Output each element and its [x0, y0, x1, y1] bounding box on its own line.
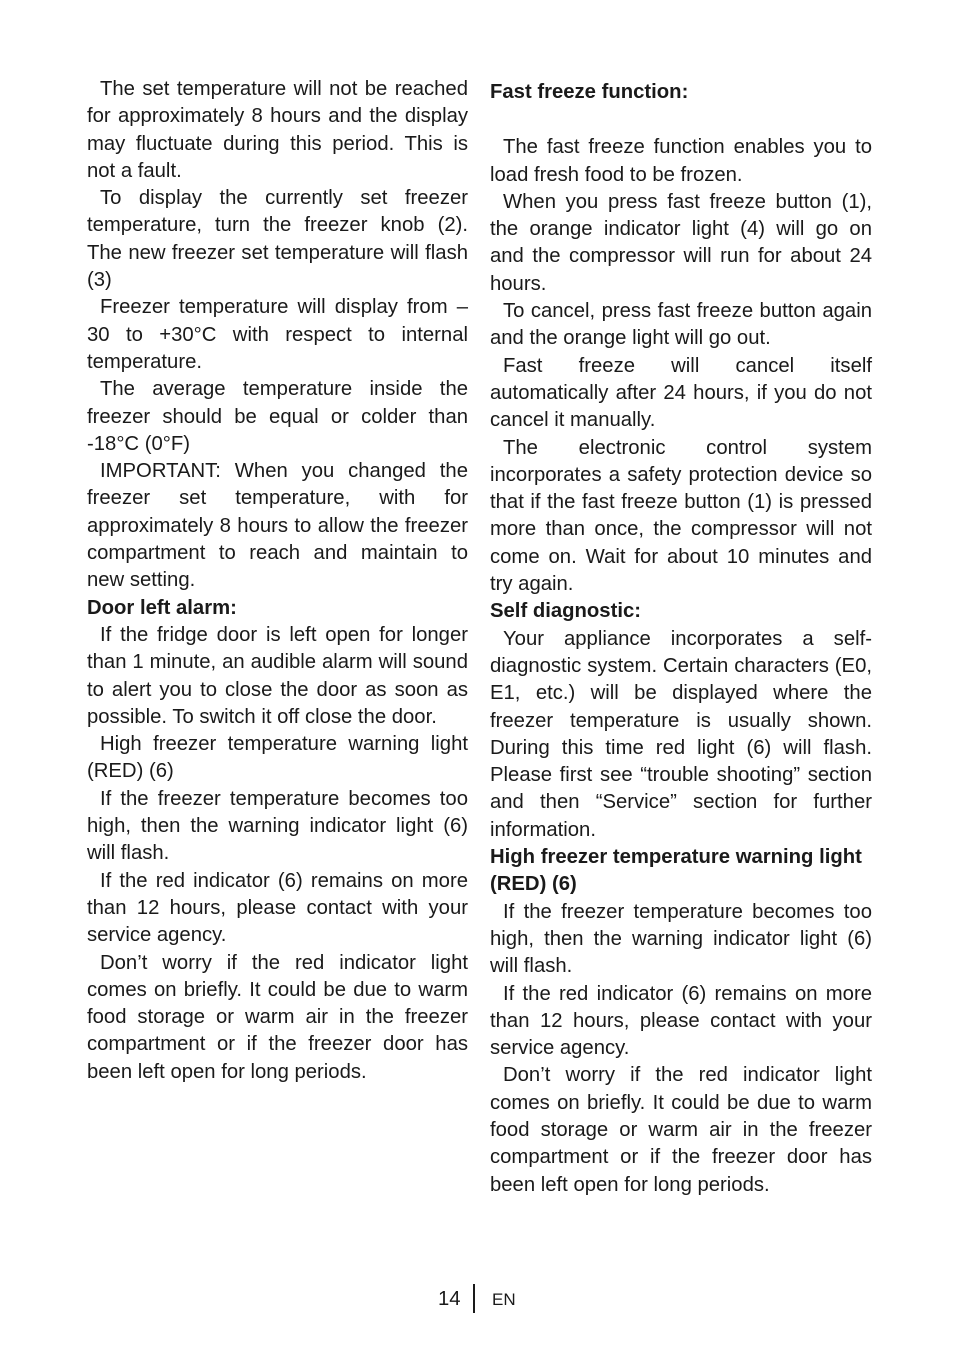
- paragraph-set-temperature-note: The set temperature will not be reached for approximately 8 hours and the display may fluctuate during this period. This is not a fault.: [87, 78, 468, 182]
- heading-self-diagnostic: Self diagnostic:: [490, 600, 642, 623]
- paragraph-dont-worry: Don’t worry if the red indicator light comes on briefly. It could be due to warm food storage or warm air in the freezer compartment or if the freezer door has been left open for long periods.: [87, 951, 468, 1083]
- heading-fast-freeze: Fast freeze function:: [490, 81, 689, 103]
- footer-divider: [473, 1284, 475, 1313]
- paragraph-warning-flash: If the freezer temperature becomes too high, then the warning indicator light (6) will flash.: [87, 787, 468, 865]
- paragraph-safety-protection: The electronic control system incorporates a safety protection device so that if the fast freeze button (1) is pressed more than once, the compressor will not come on. Wait for about 10 minutes and try again.: [490, 436, 872, 596]
- paragraph-fast-freeze-auto-cancel: Fast freeze will cancel itself automatically after 24 hours, if you do not cancel it manually.: [490, 354, 872, 432]
- paragraph-self-diagnostic: Your appliance incorporates a self-diagnostic system. Certain characters (E0, E1, etc.) will be displayed where the freezer temperature is usually shown. During this time red light (6) will flash. Please first see “trouble shooting” section and then “Service” section for further information.: [490, 627, 872, 841]
- paragraph-display-set-temperature: To display the currently set freezer temperature, turn the freezer knob (2). The new freezer set temperature will flash (3): [87, 187, 468, 292]
- left-column: [87, 76, 468, 1086]
- paragraph-temperature-range: Freezer temperature will display from –30 to +30°C with respect to internal temperature.: [87, 296, 468, 373]
- paragraph-fast-freeze-intro: The fast freeze function enables you to load fresh food to be frozen.: [490, 136, 872, 186]
- paragraph-fast-freeze-press: When you press fast freeze button (1), the orange indicator light (4) will go on and the compressor will run for about 24 hours.: [490, 190, 872, 295]
- paragraph-important-note: IMPORTANT: When you changed the freezer set temperature, with for approximately 8 hours to allow the freezer compartment to reach and maintain to new setting.: [87, 460, 468, 592]
- page-footer: [0, 1284, 954, 1314]
- paragraph-dont-worry-right: Don’t worry if the red indicator light comes on briefly. It could be due to warm food storage or warm air in the freezer compartment or if the freezer door has been left open for long periods.: [490, 1064, 872, 1196]
- paragraph-contact-service-right: If the red indicator (6) remains on more than 12 hours, please contact with your service agency.: [490, 982, 872, 1060]
- paragraph-fast-freeze-cancel: To cancel, press fast freeze button again and the orange light will go out.: [490, 300, 872, 350]
- paragraph-door-alarm: If the fridge door is left open for longer than 1 minute, an audible alarm will sound to alert you to close the door as soon as possible. To switch it off close the door.: [87, 623, 468, 728]
- language-code: EN: [492, 1290, 516, 1309]
- heading-door-left-alarm: Door left alarm:: [87, 596, 237, 619]
- right-column: [490, 76, 872, 1199]
- paragraph-average-temperature: The average temperature inside the freezer should be equal or colder than -18°C (0°F): [87, 378, 468, 455]
- paragraph-contact-service: If the red indicator (6) remains on more than 12 hours, please contact with your service agency.: [87, 869, 468, 947]
- paragraph-warning-light-title: High freezer temperature warning light (RED) (6): [87, 733, 468, 783]
- page-number: 14: [438, 1288, 461, 1310]
- heading-high-temperature-warning: High freezer temperature warning light (RED) (6): [490, 846, 862, 896]
- paragraph-warning-flash-right: If the freezer temperature becomes too high, then the warning indicator light (6) will flash.: [490, 900, 872, 978]
